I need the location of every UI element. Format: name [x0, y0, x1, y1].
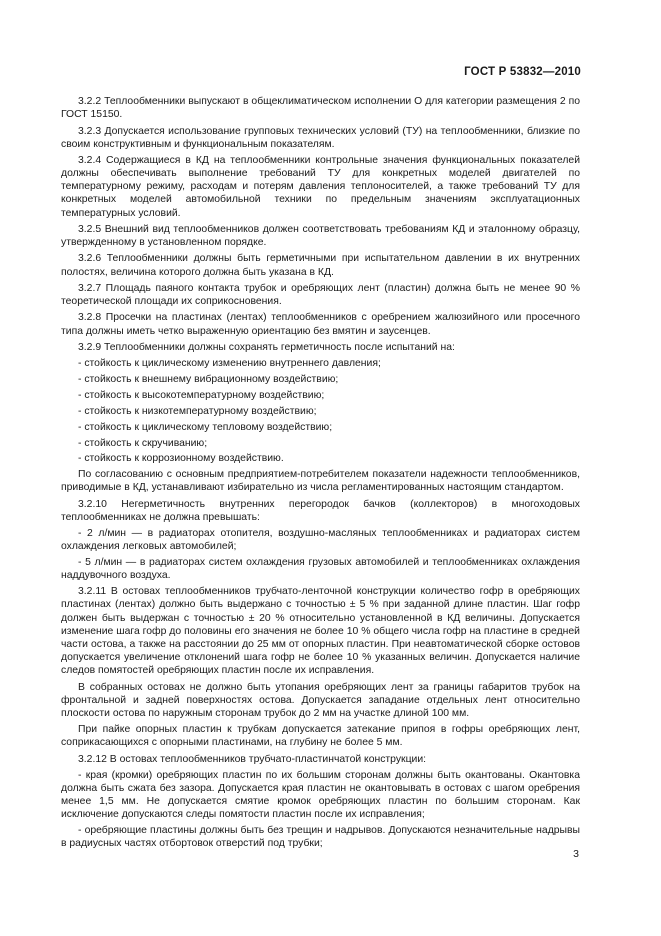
paragraph: По согласованию с основным предприятием-потребителем показатели надежности теплообменников, приводимые в КД, устанавливают избирательно из числа регламентированных настоящим стандартом. — [61, 469, 580, 494]
list-item: - стойкость к низкотемпературному воздействию; — [78, 405, 317, 417]
list-item: - 5 л/мин — в радиаторах систем охлаждения грузовых автомобилей и теплообменниках охлаждения наддувочного воздуха. — [61, 557, 580, 582]
paragraph: 3.2.6 Теплообменники должны быть герметичными при испытательном давлении в их внутренних полостях, величина которого должна быть указана в КД. — [61, 253, 580, 278]
paragraph: 3.2.3 Допускается использование групповых технических условий (ТУ) на теплообменники, близкие по своим конструктивным и функциональным показателям. — [61, 125, 580, 150]
paragraph: 3.2.10 Негерметичность внутренних перегородок бачков (коллекторов) в многоходовых теплообменниках не должна превышать: — [61, 498, 580, 523]
paragraph: 3.2.5 Внешний вид теплообменников должен соответствовать требованиям КД и эталонному образцу, утвержденному в установленном порядке. — [61, 223, 580, 249]
list-item: - 2 л/мин — в радиаторах отопителя, воздушно-масляных теплообменниках и радиаторах систем охлаждения легковых автомобилей; — [61, 528, 580, 553]
paragraph: При пайке опорных пластин к трубкам допускается затекание припоя в гофры оребряющих лент, соприкасающихся с опорными пластинами, на глубину не более 5 мм. — [61, 724, 580, 749]
paragraph: 3.2.7 Площадь паяного контакта трубок и оребряющих лент (пластин) должна быть не менее 90 % теоретической площади их соприкосновения. — [61, 282, 580, 308]
list-item: - стойкость к высокотемпературному воздействию; — [78, 390, 325, 401]
paragraph: 3.2.4 Содержащиеся в КД на теплообменники контрольные значения функциональных показателей должны обеспечивать выполнение требований ТУ для конкретных моделей двигателей по температурному режиму, расходам и потерям давления теплоносителей, а также требований ТУ для конкретных моделей автомобильной техники по предельным значениям эксплуатационных температурных условий. — [61, 155, 580, 219]
list-item: - стойкость к коррозионному воздействию. — [78, 453, 284, 465]
standard-header: ГОСТ Р 53832—2010 — [464, 66, 581, 78]
paragraph: В собранных остовах не должно быть утопания оребряющих лент за границы габаритов трубок на фронтальной и задней поверхностях остова. Допускается западание отдельных лент относительно плоскости остова по наружным сторонам трубок до 2 мм на участке длиной 100 мм. — [61, 681, 580, 719]
list-item: - края (кромки) оребряющих пластин по их большим сторонам должны быть окантованы. Окантовка должна быть сжата без зазора. Допускается края пластин не окантовывать в остовах с шагом оребрения менее 1,5 мм. Не допускается смятие кромок оребряющих пластин по большим сторонам. Как исключение допускаются следы помятости пластин после их исправления; — [61, 770, 580, 821]
paragraph: 3.2.9 Теплообменники должны сохранять герметичность после испытаний на: — [78, 341, 455, 353]
list-item: - стойкость к скручиванию; — [78, 437, 208, 449]
list-item: - стойкость к циклическому тепловому воздействию; — [78, 421, 333, 433]
list-item: - оребряющие пластины должны быть без трещин и надрывов. Допускаются незначительные надрывы в радиусных частях отбортовок отверстий под трубки; — [61, 825, 580, 850]
document-body — [61, 95, 580, 853]
page-number: 3 — [573, 848, 579, 860]
paragraph: 3.2.2 Теплообменники выпускают в общеклиматическом исполнении О для категории размещения 2 по ГОСТ 15150. — [61, 96, 580, 121]
paragraph: 3.2.12 В остовах теплообменников трубчато-пластинчатой конструкции: — [78, 753, 427, 765]
paragraph: 3.2.8 Просечки на пластинах (лентах) теплообменников с оребрением жалюзийного или просечного типа должны иметь четко выраженную ориентацию без вмятин и заусенцев. — [61, 312, 580, 337]
paragraph: 3.2.11 В остовах теплообменников трубчато-ленточной конструкции количество гофр в оребряющих пластинах (лентах) должно быть выдержано с точностью ± 5 % при заданной длине пластин. Шаг гофр должен быть выдержан с точностью ± 20 % относительно установленной в КД величины. Допускается изменение шага гофр до половины его значения не более 10 % общего числа гофр на пластине в средней части остова, а также на расстоянии до 25 мм от опорных пластин. При неавтоматической сборке остовов допускается увеличение отклонений шага гофр не более 10 % указанных величин. Допускается наличие следов помятостей оребряющих пластин после их исправления. — [61, 586, 580, 677]
list-item: - стойкость к циклическому изменению внутреннего давления; — [78, 358, 381, 370]
list-item: - стойкость к внешнему вибрационному воздействию; — [78, 374, 339, 386]
